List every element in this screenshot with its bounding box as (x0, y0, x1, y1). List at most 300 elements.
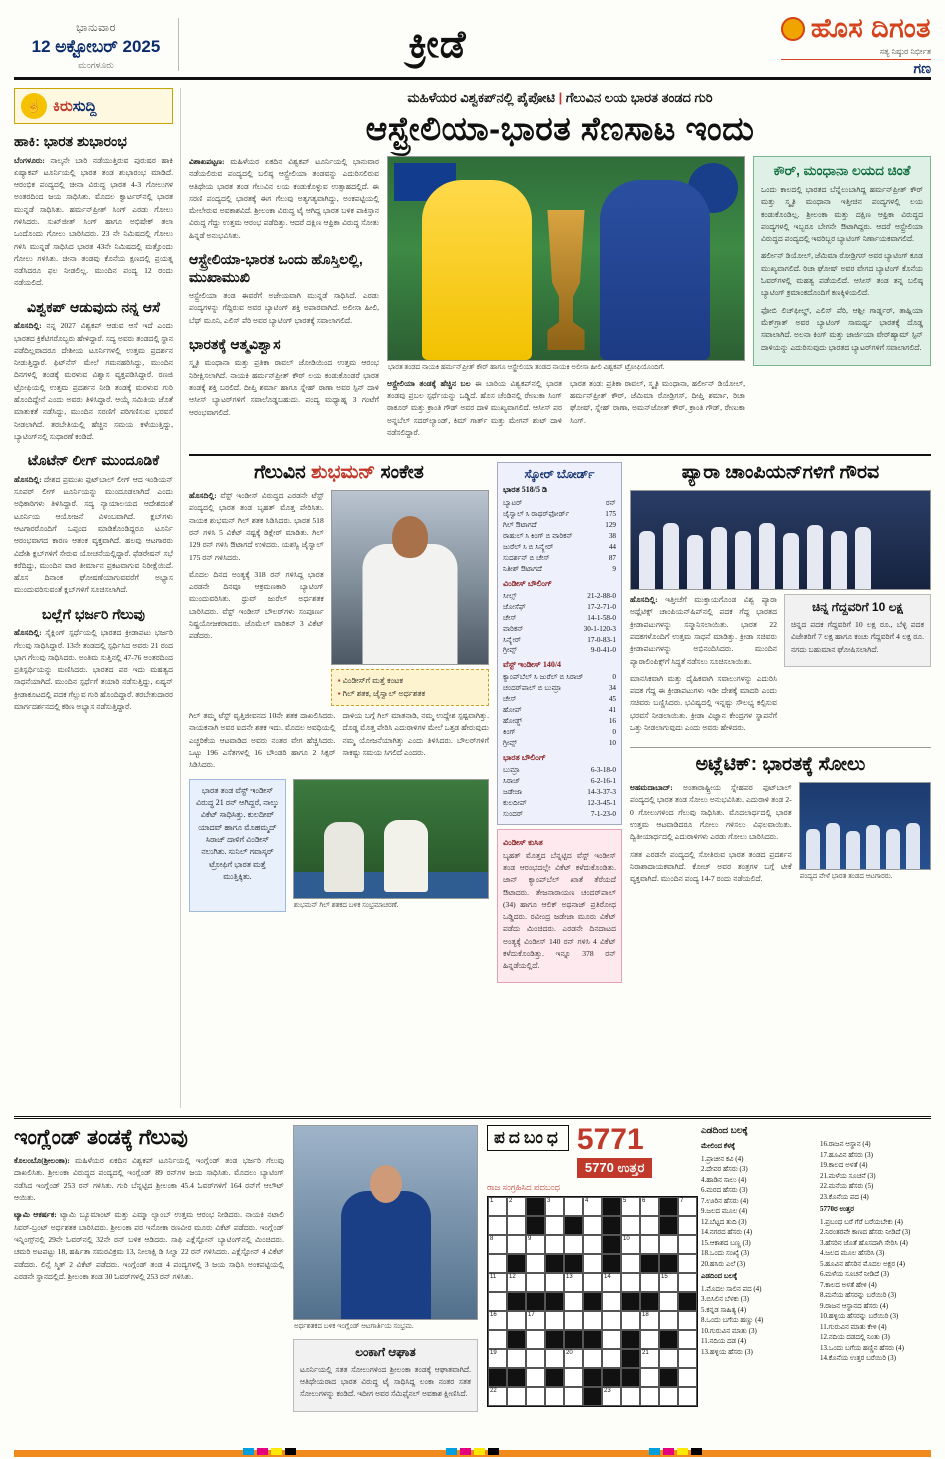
crossword-cell[interactable] (507, 1349, 526, 1368)
crossword-cell[interactable] (678, 1235, 697, 1254)
crossword-cell[interactable] (640, 1235, 659, 1254)
crossword-cell[interactable] (526, 1330, 545, 1349)
para-champs-photo (630, 490, 931, 590)
clue-item: 8.ಒಂದು ಬಗೆಯ ಹಣ್ಣು (4) (701, 1316, 764, 1324)
crossword-cell[interactable] (507, 1216, 526, 1235)
team-figure (831, 531, 847, 589)
gill-highlight-1: ವಿಂಡೀಸ್‌ಗೆ ಮತ್ತೆ ಕಂಟಕ (342, 676, 403, 686)
clue-item: 4.ಜಲದ ಮೂಲ ಹೆಸರಿಸಿ (3) (820, 1249, 885, 1257)
bowling-row (503, 645, 616, 656)
ind-bowling-header: ಭಾರತ ಬೌಲಿಂಗ್ (503, 752, 546, 762)
england-para-1-text: ಮಹಿಳೆಯರ ಏಕದಿನ ವಿಶ್ವಕಪ್ ಟೂರ್ನಿಯಲ್ಲಿ ಇಂಗ್ಲೆಂಡ್ ತಂಡ ಭರ್ಜರಿ ಗೆಲುವು ದಾಖಲಿಸಿತು. ಶ್ರೀಲಂಕಾ ವಿರುದ್ಧದ ಪಂದ್ಯದಲ್ಲಿ ಇಂಗ್ಲೆಂಡ್ 89 ರನ್‌ಗಳ ಜಯ ಸಾಧಿಸಿತು. ಮೊದಲು ಬ್ಯಾಟಿಂಗ್ ನಡೆಸಿದ ಇಂಗ್ಲೆಂಡ್ 253 ರನ್ ಗಳಿಸಿತು. ಗುರಿ ಬೆನ್ನಟ್ಟಿದ ಶ್ರೀಲಂಕಾ 45.4 ಓವರ್‌ಗಳಿಗೆ 164 ರನ್‌ಗೆ ಆಲೌಟ್ ಆಯಿತು. (14, 1156, 284, 1203)
gill-para-4: ದಾಳಿಯ ಬಗ್ಗೆ ಗಿಲ್ ಮಾತನಾಡಿ, ನಮ್ಮ ಉದ್ದೇಶ ಸ್ಪಷ್ಟವಾಗಿತ್ತು. ದೊಡ್ಡ ಮೊತ್ತ ಪೇರಿಸಿ ಎದುರಾಳಿಗಳ ಮೇಲೆ ಒತ್ತಡ ಹೇರುವುದು ನಮ್ಮ ಯೋಜನೆಯಾಗಿತ್ತು ಎಂದು ತಿಳಿಸಿದರು. ಬೌಲರ್‌ಗಳಿಗೆ ಸಾಕಷ್ಟು ಸಮಯ ಸಿಗಲಿದೆ ಎಂದರು. (342, 711, 489, 757)
crossword-block (526, 1216, 545, 1235)
bowling-row (503, 602, 616, 613)
score-value: 38 (608, 532, 616, 541)
crossword-cell[interactable] (678, 1387, 697, 1406)
lead-story (189, 156, 931, 444)
bowling-row (503, 635, 616, 646)
crossword-cell[interactable] (583, 1311, 602, 1330)
scoreboard-total: ಭಾರತ 518/5 ಡಿ (503, 485, 548, 495)
crossword-cell[interactable] (545, 1349, 564, 1368)
bowling-row (503, 765, 616, 776)
england-photo-column (293, 1125, 478, 1446)
crossword-cell[interactable] (526, 1368, 545, 1387)
logo (696, 12, 931, 76)
clue-item: 5.ಕನ್ನಡ ಸಾಹಿತ್ಯ (4) (701, 1305, 747, 1314)
crossword-cell[interactable] (678, 1254, 697, 1273)
body-grid (14, 88, 931, 1108)
clue-item: 1.ಪ್ರಬಂಧ ಬರೆ ಗೆರೆ ಬರೆಯಬೇಕು (4) (820, 1217, 903, 1226)
lead-para-4 (387, 378, 562, 439)
brief-title-2: ಟೊಟೆನ್ ಲೀಗ್ ಮುಂದೂಡಿಕೆ (27, 452, 160, 469)
crossword-cell[interactable]: 5 (621, 1197, 640, 1216)
kirusuddi-badge (14, 88, 173, 124)
score-row (503, 672, 616, 683)
gill-dateline: ಹೊಸದಿಲ್ಲಿ: (189, 491, 217, 501)
player-australia (422, 180, 532, 360)
crossword-cell[interactable] (640, 1273, 659, 1292)
crossword-cell[interactable] (659, 1292, 678, 1311)
clue-item: 22.ಮನೆಯ ಹೆಸರು (5) (820, 1182, 874, 1190)
edition-city: ಮಂಗಳೂರು (78, 60, 114, 70)
crossword-cell[interactable] (640, 1330, 659, 1349)
wi-collapse-box (497, 829, 622, 983)
para-champs-body-2: ಮಾನಸಿಕವಾಗಿ ಮತ್ತು ದೈಹಿಕವಾಗಿ ಸವಾಲುಗಳನ್ನು ಎದುರಿಸಿ ಪದಕ ಗೆದ್ದ ಈ ಕ್ರೀಡಾಪಟುಗಳು ಇಡೀ ದೇಶಕ್ಕೆ ಮಾದರಿ ಎಂದು ಸಚಿವರು ಬಣ್ಣಿಸಿದರು. ಭವಿಷ್ಯದಲ್ಲಿ ಇನ್ನಷ್ಟು ಸೌಲಭ್ಯ ಕಲ್ಪಿಸುವ ಭರವಸೆ ನೀಡಲಾಯಿತು. ಕ್ರೀಡಾ ವಿಜ್ಞಾನ ಕೇಂದ್ರಗಳ ಸ್ಥಾಪನೆಗೆ ಒತ್ತು ನೀಡಲಾಗುವುದು ಎಂದು ಅವರು ಹೇಳಿದರು. (630, 673, 777, 732)
para-champs-dateline: ಹೊಸದಿಲ್ಲಿ: (630, 595, 658, 605)
crossword-cell[interactable] (602, 1330, 621, 1349)
gill-story (189, 462, 489, 982)
lanka-box-title: ಲಂಕಾಗೆ ಆಘಾತ (355, 1344, 416, 1359)
kicker-separator: | (558, 90, 563, 105)
crossword-cell[interactable] (621, 1216, 640, 1235)
publication-date: 12 ಅಕ್ಟೋಬರ್ 2025 (31, 37, 161, 56)
score-name: ಗಿಲ್ ಔಟಾಗದೆ (503, 521, 537, 530)
date-block (14, 18, 179, 71)
crossword-cell[interactable]: 12 (507, 1273, 526, 1292)
day-name: ಭಾನುವಾರ (76, 22, 116, 34)
gill-highlights (331, 669, 489, 706)
clue-item: 10.ಗುರುವಿನ ಮಾತು (3) (701, 1326, 757, 1335)
bullet-icon-2: ▪ (337, 689, 341, 699)
logo-tagline: ಸತ್ಯ ನಿಷ್ಠುರ ನಿರ್ಭೀತ (879, 46, 931, 56)
crossword-title: ಪದಬಂಧ (487, 1125, 569, 1151)
crossword-subtitle: ರಾಜ ಸಂಗ್ರಹಿಸಿದ ಪದಬಂಧ (487, 1182, 560, 1192)
bowling-row (503, 613, 616, 624)
crossword-prev-number: 5770 (584, 1160, 614, 1175)
crossword-block (602, 1368, 621, 1387)
score-value: 34 (608, 684, 616, 693)
batter-figure (324, 822, 364, 892)
hand-icon: ☝ (21, 93, 47, 119)
crossword-cell[interactable]: 17 (526, 1311, 545, 1330)
score-value: 16 (608, 717, 616, 726)
team-figure (783, 533, 799, 589)
logo-kannada-mark: ಗಣ (781, 59, 931, 77)
bowler-figures: 12-3-45-1 (587, 798, 616, 807)
kicker-right: ಗೆಲುವಿನ ಲಯ ಭಾರತ ತಂಡದ ಗುರಿ (565, 90, 713, 105)
score-row (503, 531, 616, 542)
crossword-cell[interactable] (678, 1349, 697, 1368)
bowler-figures: 17-0-83-1 (587, 635, 616, 644)
score-row (503, 683, 616, 694)
kirusuddi-label-2: ಸುದ್ದಿ (72, 97, 97, 115)
atletico-photo (799, 782, 931, 870)
clue-item: 13.ಹಳ್ಳಿಯ ಹೆಸರು (3) (701, 1347, 753, 1356)
lead-photo-column (387, 156, 745, 444)
england-dateline: ಕೊಲಂಬೊ(ಶ್ರೀಲಂಕಾ): (14, 1156, 70, 1166)
gill-para-2: ಮೊದಲ ದಿನದ ಅಂತ್ಯಕ್ಕೆ 318 ರನ್ ಗಳಿಸಿದ್ದ ಭಾರತ ಎರಡನೇ ದಿನವೂ ಆಕ್ರಮಣಕಾರಿ ಬ್ಯಾಟಿಂಗ್ ಮುಂದುವರಿಸಿತು. ಧ್ರುವ್ ಜುರೆಲ್ ಅರ್ಧಶತಕ ಬಾರಿಸಿದರು. ವೆಸ್ಟ್ ಇಂಡೀಸ್ ಬೌಲರ್‌ಗಳು ಸಂಪೂರ್ಣ ನಿಷ್ಪ್ರಯೋಜಕರಾದರು. ಜೊಮೆಲ್ ವಾರಿಕನ್ 3 ವಿಕೆಟ್ ಪಡೆದರು. (189, 569, 324, 641)
crossword-cell[interactable] (678, 1216, 697, 1235)
crossword-cell[interactable] (583, 1216, 602, 1235)
crossword-cell[interactable] (659, 1311, 678, 1330)
crossword-cell[interactable] (564, 1235, 583, 1254)
clue-item: 11.ನದಿಯ ದಡ (4) (701, 1337, 747, 1345)
score-value: 41 (608, 706, 616, 715)
crossword-cell[interactable] (507, 1235, 526, 1254)
crossword-cell[interactable]: 20 (564, 1349, 583, 1368)
england-para-1 (14, 1155, 284, 1204)
crossword-cell[interactable]: 18 (640, 1311, 659, 1330)
crossword-cell[interactable] (659, 1349, 678, 1368)
crossword-cell[interactable] (621, 1311, 640, 1330)
brief-body-1 (14, 320, 173, 443)
right-column (630, 462, 931, 982)
crossword-cell[interactable]: 13 (564, 1273, 583, 1292)
england-photo (293, 1125, 478, 1320)
crossword-grid[interactable] (487, 1196, 698, 1407)
crowd-figure (826, 823, 840, 869)
crossword-cell[interactable] (507, 1387, 526, 1406)
gill-photo (331, 490, 489, 665)
bowler-name: ಜೋಸೆಫ್ (503, 602, 526, 611)
greenbox-para-1: ಒಂದು ಕಾಲದಲ್ಲಿ ಭಾರತದ ಬೆನ್ನೆಲುಬಾಗಿದ್ದ ಹರ್ಮನ್‌ಪ್ರೀತ್ ಕೌರ್ ಮತ್ತು ಸ್ಮೃತಿ ಮಂಧಾನಾ ಇತ್ತೀಚಿನ ಪಂದ್ಯಗಳಲ್ಲಿ ಲಯ ಕಂಡುಕೊಂಡಿಲ್ಲ. ಶ್ರೀಲಂಕಾ ಮತ್ತು ದಕ್ಷಿಣ ಆಫ್ರಿಕಾ ವಿರುದ್ಧದ ಪಂದ್ಯಗಳಲ್ಲಿ ಇಬ್ಬರೂ ಬೇಗನೇ ಔಟಾಗಿದ್ದರು. ಆದರೆ ಆಸ್ಟ್ರೇಲಿಯಾ ವಿರುದ್ಧದ ಪಂದ್ಯದಲ್ಲಿ ಇವರಿಬ್ಬರ ಬ್ಯಾಟಿಂಗ್ ನಿರ್ಣಾಯಕವಾಗಲಿದೆ. (761, 184, 923, 244)
england-sub: ಟ್ಯಾಮಿ ಆಕರ್ಷಕ: (14, 1210, 57, 1220)
crossword-cell[interactable] (621, 1273, 640, 1292)
crossword-cell[interactable]: 2 (507, 1197, 526, 1216)
crossword-cell[interactable]: 15 (659, 1273, 678, 1292)
bowler-name: ಬುಮ್ರಾ (503, 765, 520, 774)
clue-item: 6.ಮಳೆಯ ಸೂಚನೆ ನೀಡಿದೆ (3) (820, 1270, 889, 1278)
crossword-block (602, 1254, 621, 1273)
clue-item: 3.ಬಿಸಿಲಿನ ಬೆಳಕು (3) (701, 1295, 749, 1303)
brief-title-0: ಹಾಕಿ: ಭಾರತ ಶುಭಾರಂಭ (14, 133, 127, 149)
crossword-cell[interactable]: 4 (583, 1197, 602, 1216)
bottom-band (14, 1116, 931, 1446)
score-name: ಗ್ರೀವ್ಸ್ (503, 739, 517, 748)
bowling-row (503, 809, 616, 820)
crossword-cell[interactable] (678, 1368, 697, 1387)
clue-item: 6.ಮರದ ಹೆಸರು (3) (701, 1186, 748, 1194)
clue-item: 7.ಕಾಲದ ಅಳತೆ ಹೇಳಿ (4) (820, 1280, 877, 1289)
bowler-name: ಸುಂದರ್ (503, 809, 524, 818)
brief-lead-2: ಹೊಸದಿಲ್ಲಿ: (14, 474, 42, 484)
crossword-cell[interactable] (545, 1387, 564, 1406)
scoreboard-header-runs: ರನ್ (605, 499, 616, 508)
england-player-body (341, 1191, 431, 1319)
crossword-cell[interactable] (488, 1292, 507, 1311)
lead-team-list: ಭಾರತ ತಂಡ: ಪ್ರತಿಕಾ ರಾವಲ್, ಸ್ಮೃತಿ ಮಂಧಾನಾ, ಹರ್ಲೀನ್ ಡಿಯೋಲ್, ಹರ್ಮನ್‌ಪ್ರೀತ್ ಕೌರ್, ಜೆಮಿಮಾ ರೋಡ್ರಿಗಸ್, ದೀಪ್ತಿ ಶರ್ಮಾ, ರಿಚಾ ಘೋಷ್, ಸ್ನೇಹ್ ರಾಣಾ, ಅಮನ್‌ಜೋತ್ ಕೌರ್, ಕ್ರಾಂತಿ ಗೌಡ್, ರೇಣುಕಾ ಸಿಂಗ್. (570, 378, 745, 425)
wi-team-name: ವೆಸ್ಟ್ ಇಂಡೀಸ್ (503, 660, 541, 670)
brief-text-2: ದೇಶದ ಪ್ರಮುಖ ಫುಟ್‌ಬಾಲ್ ಲೀಗ್ ಆದ ಇಂಡಿಯನ್ ಸೂಪರ್ ಲೀಗ್ ಟೂರ್ನಿಯನ್ನು ಮುಂದೂಡಲಾಗಿದೆ ಎಂದು ಅಧಿಕಾರಿಗಳು ತಿಳಿಸಿದ್ದಾರೆ. ಸದ್ಯ ನ್ಯಾಯಾಲಯದ ಆದೇಶದಂತೆ ಟೂರ್ನಿಯ ಆಯೋಜನೆ ವಿಳಂಬವಾಗಿದೆ. ಕ್ಲಬ್‌ಗಳು ಆಟಗಾರರೊಂದಿಗೆ ಒಪ್ಪಂದ ಮಾಡಿಕೊಂಡಿದ್ದರೂ ಟೂರ್ನಿ ಆರಂಭವಾಗದ ಕಾರಣ ಆತಂಕ ವ್ಯಕ್ತವಾಗಿದೆ. ಹಲವು ಆಟಗಾರರು ವಿದೇಶಿ ಕ್ಲಬ್‌ಗಳಿಗೆ ಸೇರುವ ಯೋಚನೆಯಲ್ಲಿದ್ದಾರೆ. ಫೆಡರೇಷನ್ ಸಭೆ ಕರೆದಿದ್ದು, ಮುಂದಿನ ವಾರ ತೀರ್ಮಾನ ಪ್ರಕಟವಾಗುವ ನಿರೀಕ್ಷೆಯಿದೆ. ಹೊಸ ದಿನಾಂಕ ಘೋಷಣೆಯಾಗುವವರೆಗೆ ಅಭ್ಯಾಸ ಮುಂದುವರಿಸುವಂತೆ ಕ್ಲಬ್‌ಗಳಿಗೆ ಸೂಚಿಸಲಾಗಿದೆ. (14, 474, 174, 595)
bowler-name: ಸೀಲ್ಸ್ (503, 591, 517, 600)
crossword-cell[interactable]: 21 (640, 1349, 659, 1368)
clue-item: 12.ನದಿಯ ದಡದಲ್ಲಿ ನಿಂತು (3) (820, 1333, 890, 1341)
color-bar-center (446, 1448, 499, 1455)
lead-sub-3: ಆಸ್ಟ್ರೇಲಿಯಾ ತಂಡಕ್ಕೆ ಹೆಚ್ಚಿನ ಬಲ (387, 378, 471, 388)
crossword-cell[interactable] (545, 1311, 564, 1330)
score-row (503, 705, 616, 716)
crossword-cell[interactable] (640, 1216, 659, 1235)
crossword-cell[interactable] (488, 1330, 507, 1349)
england-photo-caption: ಅರ್ಧಶತಕದ ಬಳಿಕ ಇಂಗ್ಲೆಂಡ್ ಆಟಗಾರ್ತಿಯ ಸಂಭ್ರಮ. (294, 1322, 414, 1330)
crossword-block (621, 1368, 640, 1387)
score-name: ರಾಹುಲ್ ಸಿ ಕಿಂಗ್ ಬಿ ವಾರಿಕನ್ (503, 532, 573, 541)
crossword-cell[interactable]: 8 (488, 1235, 507, 1254)
crossword-block (659, 1330, 678, 1349)
lead-headline: ಆಸ್ಟ್ರೇಲಿಯಾ-ಭಾರತ ಸೆಣಸಾಟ ಇಂದು (365, 110, 755, 147)
crossword-block (640, 1292, 659, 1311)
score-value: 0 (612, 728, 616, 737)
scoreboard-header-row (503, 498, 616, 509)
crossword-cell[interactable] (621, 1254, 640, 1273)
crossword-cell[interactable]: 22 (488, 1387, 507, 1406)
crossword-cell[interactable] (621, 1387, 640, 1406)
score-row (503, 738, 616, 749)
lead-sub-1: ಆಸ್ಟ್ರೇಲಿಯಾ-ಭಾರತ ಒಂದು ಹೊಸ್ತಿಲಲ್ಲಿ, ಮುಖಾಮುಖಿ (189, 251, 363, 285)
clue-item: 9.ರಾಜನ ಆಸ್ಥಾನದ ಹೆಸರು (4) (820, 1301, 889, 1310)
crossword-block (621, 1292, 640, 1311)
crossword-cell[interactable] (526, 1349, 545, 1368)
crossword-cell[interactable]: 14 (602, 1273, 621, 1292)
clue-heading: ಎಡದಿಂದ ಬಲಕ್ಕೆ (701, 1272, 738, 1280)
scoreboard-column (497, 462, 622, 982)
clue-item: 1.ಮೊದಲ ಸಾಲಿನ ಪದ (4) (701, 1284, 762, 1293)
wi-collapse-text: ಬೃಹತ್ ಮೊತ್ತದ ಬೆನ್ನಟ್ಟಿದ ವೆಸ್ಟ್ ಇಂಡೀಸ್ ತಂಡ ಆರಂಭದಲ್ಲೇ ವಿಕೆಟ್ ಕಳೆದುಕೊಂಡಿತು. ಜಾನ್ ಕ್ಯಾಂಪ್‌ಬೆಲ್ ಖಾತೆ ತೆರೆಯದೆ ಔಟಾದರು. ತೇಜನಾರಾಯಣ ಚಂದರ್‌ಪಾಲ್ (34) ಹಾಗೂ ಆಲಿಕ್ ಅಥನಾಜ್ ಪ್ರತಿರೋಧ ಒಡ್ಡಿದರು. ರವೀಂದ್ರ ಜಡೇಜಾ ಮೂರು ವಿಕೆಟ್ ಪಡೆದು ಮಿಂಚಿದರು. ಎರಡನೇ ದಿನದಾಟದ ಅಂತ್ಯಕ್ಕೆ ವಿಂಡೀಸ್ 140 ರನ್ ಗಳಿಸಿ 4 ವಿಕೆಟ್ ಕಳೆದುಕೊಂಡಿತ್ತು. ಇನ್ನೂ 378 ರನ್ ಹಿನ್ನಡೆಯಲ್ಲಿದೆ. (503, 850, 616, 971)
crossword-cell[interactable] (602, 1292, 621, 1311)
crossword-cell[interactable] (564, 1197, 583, 1216)
lead-text-column (189, 156, 379, 444)
lead-para-2: ಆಸ್ಟ್ರೇಲಿಯಾ ತಂಡ ಈವರೆಗೆ ಅಜೇಯವಾಗಿ ಮುನ್ನಡೆ ಸಾಧಿಸಿದೆ. ಎರಡು ಪಂದ್ಯಗಳನ್ನು ಗೆದ್ದಿರುವ ಅವರ ಬ್ಯಾಟಿಂಗ್ ಶಕ್ತಿ ಅಪಾರವಾಗಿದೆ. ಅಲೀಸಾ ಹೀಲಿ, ಬೆಥ್ ಮೂನಿ, ಎಲಿಸ್ ಪೆರಿ ಅವರ ಬ್ಯಾಟಿಂಗ್ ಭಾರತಕ್ಕೆ ಸವಾಲಾಗಲಿದೆ. (189, 291, 379, 325)
england-title: ಇಂಗ್ಲೆಂಡ್ ತಂಡಕ್ಕೆ ಗೆಲುವು (14, 1126, 188, 1149)
score-name: ಕಿಂಗ್ (503, 728, 516, 737)
bowler-name: ವಾರಿಕನ್ (503, 624, 524, 633)
score-name: ಜೈಸ್ವಾಲ್ ಸಿ ರಾಥರ್‌ಫೋರ್ಡ್ (503, 510, 570, 519)
crossword-cell[interactable]: 19 (488, 1349, 507, 1368)
clue-item: 8.ಮನೆಯ ಹೆಸರನ್ನು ಬರೆಯಿರಿ (3) (820, 1291, 897, 1299)
brief-lead-3: ಹೊಸದಿಲ್ಲಿ: (14, 628, 42, 638)
score-row (503, 727, 616, 738)
score-value: 87 (608, 553, 616, 562)
crossword-cell[interactable] (678, 1330, 697, 1349)
crossword-cell[interactable]: 23 (602, 1387, 621, 1406)
crossword-cell[interactable] (545, 1216, 564, 1235)
clue-item: 12.ಬೆಟ್ಟದ ತುದಿ (3) (701, 1217, 747, 1226)
wi-title (503, 660, 616, 670)
crossword-cell[interactable] (659, 1387, 678, 1406)
crowd-figure (846, 831, 860, 869)
crossword-cell[interactable] (488, 1254, 507, 1273)
brief-title-1: ವಿಶ್ವಕಪ್ ಆಡುವುದು ನನ್ನ ಆಸೆ (27, 298, 160, 315)
crossword-block (602, 1235, 621, 1254)
crossword-cell[interactable] (526, 1387, 545, 1406)
crossword-cell[interactable] (564, 1368, 583, 1387)
atletico-body-2: ಸತತ ಎರಡನೇ ಪಂದ್ಯದಲ್ಲಿ ಸೋತಿರುವ ಭಾರತ ತಂಡದ ಪ್ರದರ್ಶನ ನಿರಾಶಾದಾಯಕವಾಗಿದೆ. ಕೋಚ್ ಅವರ ತಂತ್ರಗಳ ಬಗ್ಗೆ ಟೀಕೆ ವ್ಯಕ್ತವಾಗಿದೆ. ಮುಂದಿನ ಪಂದ್ಯ 14-7 ರಂದು ನಡೆಯಲಿದೆ. (630, 849, 792, 884)
crossword-cell[interactable] (583, 1254, 602, 1273)
gill-body-shape (362, 544, 457, 664)
crossword-cell[interactable]: 9 (526, 1235, 545, 1254)
score-value: 9 (612, 564, 616, 573)
crossword-cell[interactable] (564, 1292, 583, 1311)
middle-band (189, 454, 931, 982)
team-figure (663, 523, 679, 589)
greenbox-title: ಕೌರ್, ಮಂಧಾನಾ ಲಯದ ಚಿಂತೆ (773, 162, 911, 178)
brief-lead-0: ಬೆಂಗಳೂರು: (14, 155, 45, 165)
wi-bowling-header: ವಿಂಡೀಸ್ ಬೌಲಿಂಗ್ (503, 578, 552, 588)
scoreboard (497, 462, 622, 824)
crossword-block (564, 1330, 583, 1349)
brief-lead-1: ಹೊಸದಿಲ್ಲಿ: (14, 321, 42, 331)
greenbox (753, 156, 931, 366)
bowler-figures: 17-2-71-0 (587, 602, 616, 611)
scoreboard-title: ಸ್ಕೋರ್ ಬೋರ್ಡ್ (524, 467, 595, 482)
crossword-block (507, 1254, 526, 1273)
color-registration-bars (0, 1448, 945, 1455)
crossword-cell[interactable]: 7 (678, 1197, 697, 1216)
gill-para-3: ಗಿಲ್ ತಮ್ಮ ಟೆಸ್ಟ್ ವೃತ್ತಿಜೀವನದ 10ನೇ ಶತಕ ದಾಖಲಿಸಿದರು. ನಾಯಕನಾಗಿ ಅವರ ಐದನೇ ಶತಕ ಇದು. ಮೊದಲ ಅವಧಿಯಲ್ಲಿ ಎಚ್ಚರಿಕೆಯ ಆಟವಾಡಿದ ಅವರು ನಂತರ ವೇಗ ಹೆಚ್ಚಿಸಿದರು. ಒಟ್ಟು 196 ಎಸೆತಗಳಲ್ಲಿ 16 ಬೌಂಡರಿ ಹಾಗೂ 2 ಸಿಕ್ಸರ್ ಸಿಡಿಸಿದರು. (189, 711, 336, 770)
score-row (503, 542, 616, 553)
para-champs-body-text: ಇತ್ತೀಚೆಗೆ ಮುಕ್ತಾಯಗೊಂಡ ವಿಶ್ವ ಪ್ಯಾರಾ ಅಥ್ಲೆಟಿಕ್ಸ್ ಚಾಂಪಿಯನ್‌ಷಿಪ್‌ನಲ್ಲಿ ಪದಕ ಗೆದ್ದ ಭಾರತದ ಕ್ರೀಡಾಪಟುಗಳನ್ನು ಸನ್ಮಾನಿಸಲಾಯಿತು. ಭಾರತ 22 ಪದಕಗಳೊಂದಿಗೆ ಉತ್ತಮ ಸಾಧನೆ ಮಾಡಿತ್ತು. ಕ್ರೀಡಾ ಸಚಿವರು ಕ್ರೀಡಾಪಟುಗಳನ್ನು ಅಭಿನಂದಿಸಿದರು. ಮುಂದಿನ ಪ್ಯಾರಾಲಿಂಪಿಕ್ಸ್‌ಗೆ ಸಿದ್ಧತೆ ನಡೆಸಲು ಸೂಚಿಸಲಾಯಿತು. (630, 595, 777, 666)
crossword-block (507, 1330, 526, 1349)
bowling-row (503, 798, 616, 809)
gill-title-post: ಸಂಕೇತ (375, 462, 424, 484)
gill-title (189, 462, 489, 485)
bowling-row (503, 776, 616, 787)
bowler-name: ಸಿನ್ಕ್ಲೇರ್ (503, 635, 522, 644)
prize-box-title: ಚಿನ್ನ ಗೆದ್ದವರಿಗೆ 10 ಲಕ್ಷ (812, 600, 903, 615)
crossword-cell[interactable] (564, 1387, 583, 1406)
bowling-row (503, 624, 616, 635)
atletico-body (630, 782, 792, 843)
crossword-block (545, 1368, 564, 1387)
clue-item: 3.ಹೆಸರಿನ ಜೊತೆ ಹೊಸದಾಗಿ ಸೇರಿಸಿ (4) (820, 1238, 908, 1247)
lead-photo (387, 156, 745, 361)
bowler-figures: 14-3-37-3 (587, 787, 616, 796)
crossword-cell[interactable] (640, 1368, 659, 1387)
crossword (487, 1125, 692, 1446)
bowler-figures: 7-1-23-0 (590, 809, 616, 818)
color-bar-left (243, 1448, 296, 1455)
crossword-block (640, 1254, 659, 1273)
crossword-cell[interactable] (678, 1311, 697, 1330)
atletico-title: ಅಟ್ಲೆಟಿಕ್: ಭಾರತಕ್ಕೆ ಸೋಲು (630, 747, 931, 777)
bowling-row (503, 591, 616, 602)
crossword-block (564, 1254, 583, 1273)
gill-para-1 (189, 490, 324, 564)
clue-item: 15.ಆಕಾಶದ ಬಣ್ಣ (3) (701, 1238, 751, 1247)
score-name: ಕ್ಯಾಂಪ್‌ಬೆಲ್ ಸಿ ಜುರೆಲ್ ಬಿ ಸಿರಾಜ್ (503, 673, 584, 682)
crossword-cell[interactable] (545, 1273, 564, 1292)
bowler-name: ಗ್ರೀವ್ಸ್ (503, 646, 517, 655)
score-row (503, 553, 616, 564)
team-figure (735, 531, 751, 589)
greenbox-column (753, 156, 931, 444)
wi-team-total: 140/4 (542, 660, 562, 670)
crossword-cell[interactable]: 6 (640, 1197, 659, 1216)
crossword-cell[interactable] (583, 1273, 602, 1292)
crossword-cell[interactable] (602, 1349, 621, 1368)
crossword-block (602, 1197, 621, 1216)
crossword-block (678, 1292, 697, 1311)
page-title: ಕ್ರೀಡೆ (408, 24, 467, 66)
england-para-2 (14, 1209, 284, 1283)
crossword-cell[interactable] (488, 1216, 507, 1235)
crossword-block (526, 1197, 545, 1216)
crossword-cell[interactable] (564, 1311, 583, 1330)
score-name: ಚೇಸ್ (503, 695, 517, 704)
crossword-cell[interactable] (583, 1349, 602, 1368)
crossword-block (545, 1292, 564, 1311)
crossword-cell[interactable]: 10 (621, 1235, 640, 1254)
clue-item: 14.ನಗರದ ಹೆಸರು (4) (701, 1228, 753, 1236)
clue-heading: ಮೇಲಿಂದ ಕೆಳಕ್ಕೆ (701, 1142, 736, 1150)
trophy-icon (537, 210, 595, 350)
crossword-block (507, 1292, 526, 1311)
crossword-cell[interactable] (507, 1311, 526, 1330)
crossword-cell[interactable]: 16 (488, 1311, 507, 1330)
clues-across-head: ಎಡದಿಂದ ಬಲಕ್ಕೆ (701, 1125, 748, 1135)
crossword-prev-badge (577, 1158, 652, 1178)
crossword-block (526, 1292, 545, 1311)
crossword-cell[interactable] (659, 1235, 678, 1254)
crossword-cell[interactable] (545, 1235, 564, 1254)
crossword-cell[interactable]: 1 (488, 1197, 507, 1216)
gill-title-pre: ಗೆಲುವಿನ (254, 462, 311, 484)
crossword-block (583, 1387, 602, 1406)
gill-head-shape (392, 516, 428, 558)
bowler-figures: 6-2-16-1 (590, 776, 616, 785)
crossword-cell[interactable] (640, 1387, 659, 1406)
crossword-cell[interactable] (526, 1254, 545, 1273)
score-name: ನಿತೀಶ್ ಔಟಾಗದೆ (503, 564, 542, 573)
crossword-cell[interactable] (678, 1273, 697, 1292)
clue-item: 13.ಒಂದು ಬಗೆಯ ಹಣ್ಣಿನ ಹೆಸರು (4) (820, 1343, 905, 1352)
crossword-block (659, 1254, 678, 1273)
clue-item: 19.ಕಾಲದ ಅಳತೆ (4) (820, 1161, 868, 1169)
score-name: ಹೋಡ್ಜ್ (503, 717, 523, 726)
prize-box-body: ಚಿನ್ನದ ಪದಕ ಗೆದ್ದವರಿಗೆ 10 ಲಕ್ಷ ರೂ., ಬೆಳ್ಳಿ ಪದಕ ವಿಜೇತರಿಗೆ 7 ಲಕ್ಷ ಹಾಗೂ ಕಂಚು ಗೆದ್ದವರಿಗೆ 4 ಲಕ್ಷ ರೂ. ನಗದು ಬಹುಮಾನ ಘೋಷಿಸಲಾಗಿದೆ. (791, 620, 924, 654)
clue-item: 17.ಹೂವಿನ ಹೆಸರು (3) (820, 1150, 873, 1159)
crossword-cell[interactable] (526, 1273, 545, 1292)
logo-text-row (781, 13, 931, 45)
score-row (503, 520, 616, 531)
crowd-figure (866, 825, 880, 869)
crossword-block (621, 1349, 640, 1368)
brief-text-0: ನಾಲ್ಕನೇ ಬಾರಿ ನಡೆಯುತ್ತಿರುವ ಪುರುಷರ ಹಾಕಿ ಏಷ್ಯಾಕಪ್ ಟೂರ್ನಿಯಲ್ಲಿ ಭಾರತ ತಂಡ ಶುಭಾರಂಭ ಮಾಡಿದೆ. ಆರಂಭಿಕ ಪಂದ್ಯದಲ್ಲಿ ಚೀನಾ ವಿರುದ್ಧ ಭಾರತ 4-3 ಗೋಲುಗಳ ಅಂತರದಿಂದ ಜಯ ಸಾಧಿಸಿತು. ಮೊದಲ ಕ್ವಾರ್ಟರ್‌ನಲ್ಲಿ ಭಾರತ ಮುನ್ನಡೆ ಸಾಧಿಸಿತು. ಹರ್ಮನ್‌ಪ್ರೀತ್ ಸಿಂಗ್ ಎರಡು ಗೋಲು ಗಳಿಸಿದರು. ಸುಖ್‌ಜೀತ್ ಸಿಂಗ್ ಹಾಗೂ ಅಭಿಷೇಕ್ ತಲಾ ಒಂದೊಂದು ಗೋಲು ಬಾರಿಸಿದರು. 23 ನೇ ನಿಮಿಷದಲ್ಲಿ ಗೋಲು ಗಳಿಸಿ ಮುನ್ನಡೆ ಸಾಧಿಸಿದ ಭಾರತ 43ನೇ ನಿಮಿಷದಲ್ಲಿ ಮತ್ತೊಂದು ಗೋಲು ಗಳಿಸಿತು. ಚೀನಾ ತಂಡವು ಕೊನೆಯ ಕ್ಷಣದಲ್ಲಿ ಪ್ರಯತ್ನ ನಡೆಸಿದರೂ ಫಲ ನೀಡಲಿಲ್ಲ. ಮುಂದಿನ ಪಂದ್ಯ 12 ರಂದು ನಡೆಯಲಿದೆ. (14, 155, 173, 288)
gill-title-highlight: ಶುಭಮನ್ (311, 462, 376, 484)
clue-item: 16.ರಾಜನ ಆಸ್ಥಾನ (4) (820, 1140, 871, 1148)
crossword-block (507, 1368, 526, 1387)
clue-item: 2.ನಿರಂತರವೇ ಕಾಣದ ಹೆಸರು ನೀಡಿದೆ (3) (820, 1228, 911, 1236)
crossword-cell[interactable] (602, 1311, 621, 1330)
score-name: ಸುದರ್ಶನ್ ಬಿ ಚೇಸ್ (503, 553, 550, 562)
score-row (503, 564, 616, 575)
crossword-cell[interactable]: 3 (545, 1197, 564, 1216)
lead-dateline: ವಿಶಾಖಪಟ್ಟಣ: (189, 156, 225, 166)
crossword-cell[interactable]: 11 (488, 1273, 507, 1292)
atletico-photo-caption: ಪಂದ್ಯದ ವೇಳೆ ಭಾರತ ತಂಡದ ಆಟಗಾರರು. (799, 872, 893, 881)
crossword-cell[interactable] (583, 1235, 602, 1254)
